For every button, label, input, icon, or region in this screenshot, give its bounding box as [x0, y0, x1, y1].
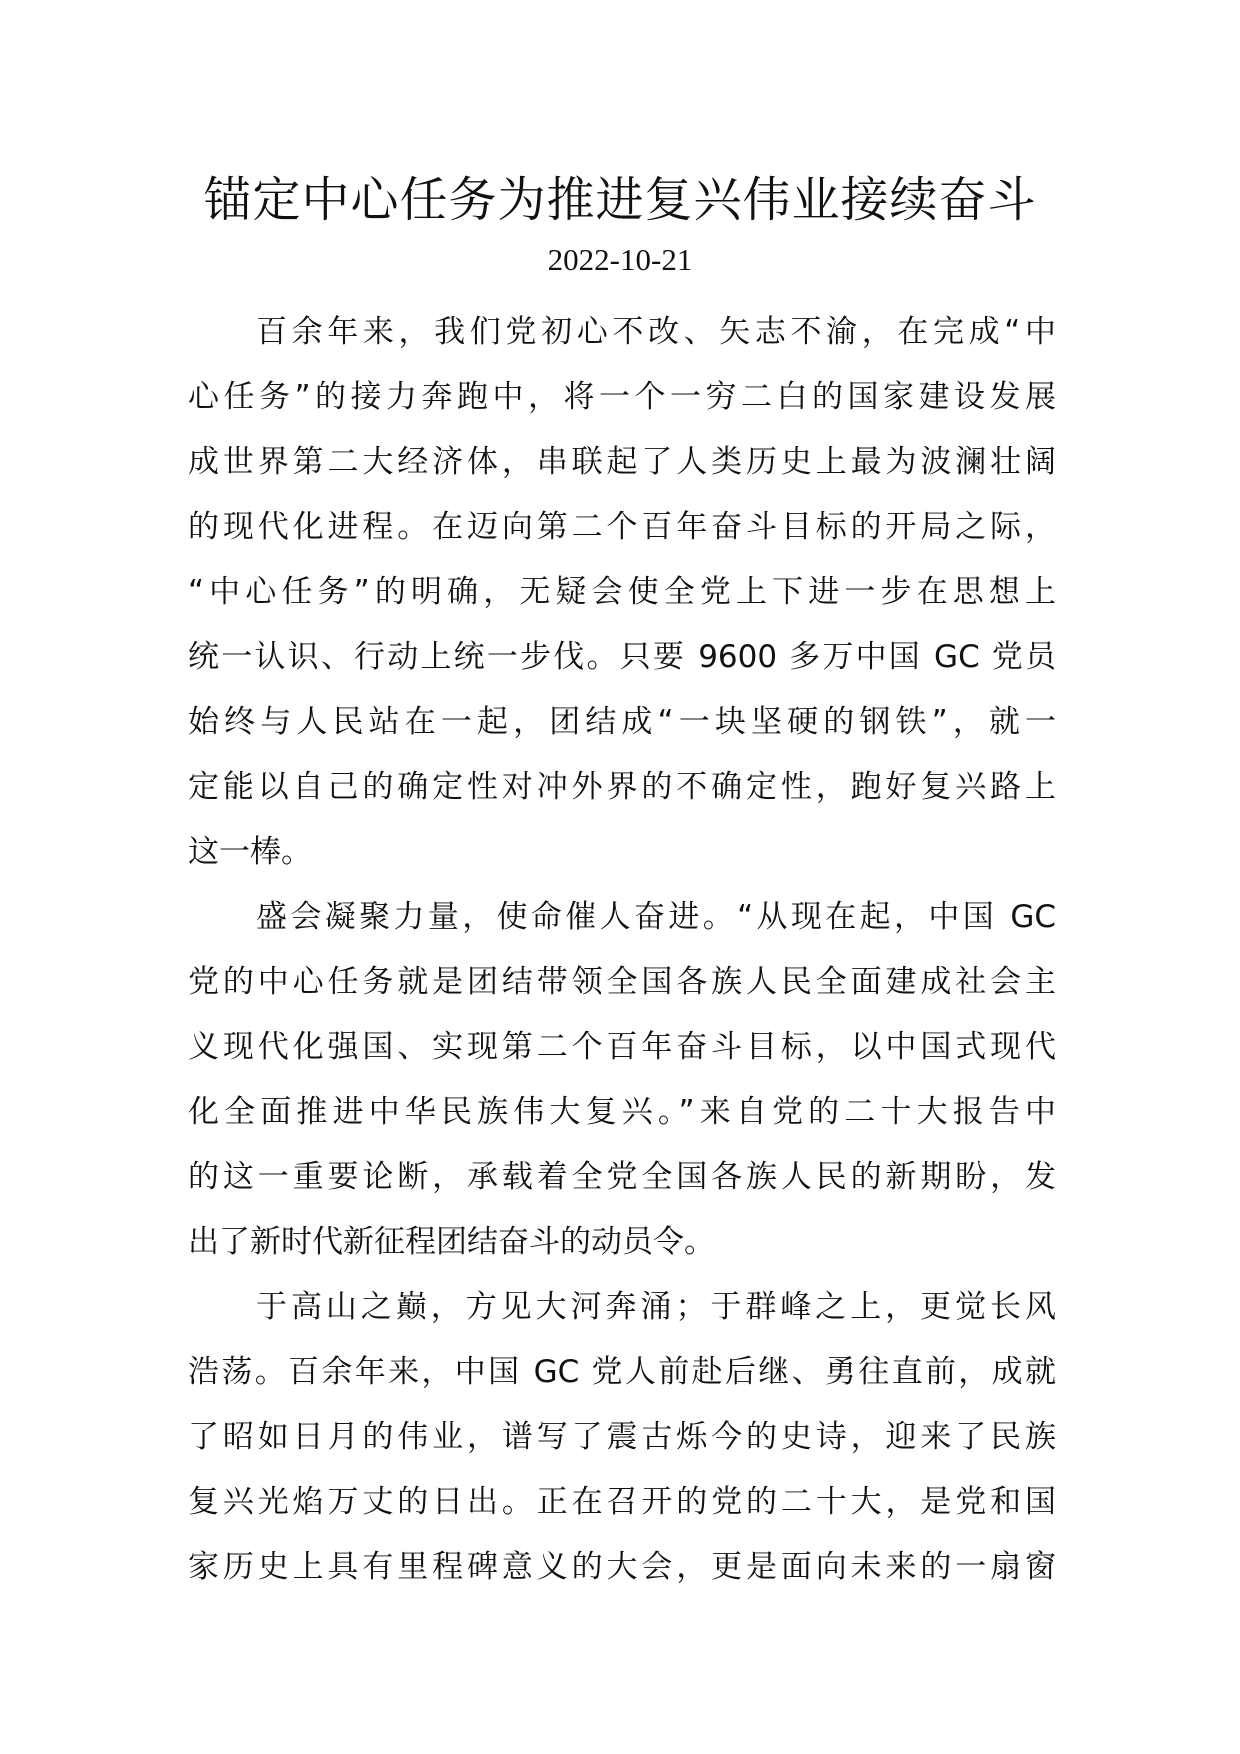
document-date: 2022-10-21	[547, 242, 693, 277]
text-line: 浩荡。百余年来，中国 GC 党人前赴后继、勇往直前，成就	[188, 1354, 1056, 1390]
text-line: 义现代化强国、实现第二个百年奋斗目标，以中国式现代	[188, 1029, 1056, 1065]
paragraph-3	[188, 1275, 1056, 1600]
text-line: 出了新时代新征程团结奋斗的动员令。	[188, 1224, 715, 1260]
text-line: 盛会凝聚力量，使命催人奋进。“从现在起，中国 GC	[256, 899, 1056, 935]
text-line: 于高山之巅，方见大河奔涌；于群峰之上，更觉长风	[256, 1289, 1056, 1325]
paragraph-2	[188, 885, 1056, 1275]
text-line: 统一认识、行动上统一步伐。只要 9600 多万中国 GC 党员	[188, 639, 1056, 675]
document-body	[188, 300, 1056, 1600]
text-line: 的现代化进程。在迈向第二个百年奋斗目标的开局之际，	[188, 509, 1056, 545]
text-line: 的这一重要论断，承载着全党全国各族人民的新期盼，发	[188, 1159, 1056, 1195]
text-line: “中心任务”的明确，无疑会使全党上下进一步在思想上	[188, 574, 1056, 610]
text-line: 始终与人民站在一起，团结成“一块坚硬的钢铁”，就一	[188, 704, 1056, 740]
text-line: 复兴光焰万丈的日出。正在召开的党的二十大，是党和国	[188, 1484, 1056, 1520]
text-line: 心任务”的接力奔跑中，将一个一穷二白的国家建设发展	[188, 379, 1056, 415]
text-line: 定能以自己的确定性对冲外界的不确定性，跑好复兴路上	[188, 769, 1056, 805]
text-line: 百余年来，我们党初心不改、矢志不渝，在完成“中	[256, 314, 1056, 350]
text-line: 化全面推进中华民族伟大复兴。”来自党的二十大报告中	[188, 1094, 1056, 1130]
text-line: 成世界第二大经济体，串联起了人类历史上最为波澜壮阔	[188, 444, 1056, 480]
text-line: 这一棒。	[188, 834, 312, 870]
text-line: 了昭如日月的伟业，谱写了震古烁今的史诗，迎来了民族	[188, 1419, 1056, 1455]
text-line: 家历史上具有里程碑意义的大会，更是面向未来的一扇窗	[188, 1549, 1056, 1585]
document-title: 锚定中心任务为推进复兴伟业接续奋斗	[203, 172, 1037, 228]
paragraph-1	[188, 300, 1056, 885]
text-line: 党的中心任务就是团结带领全国各族人民全面建成社会主	[188, 964, 1056, 1000]
